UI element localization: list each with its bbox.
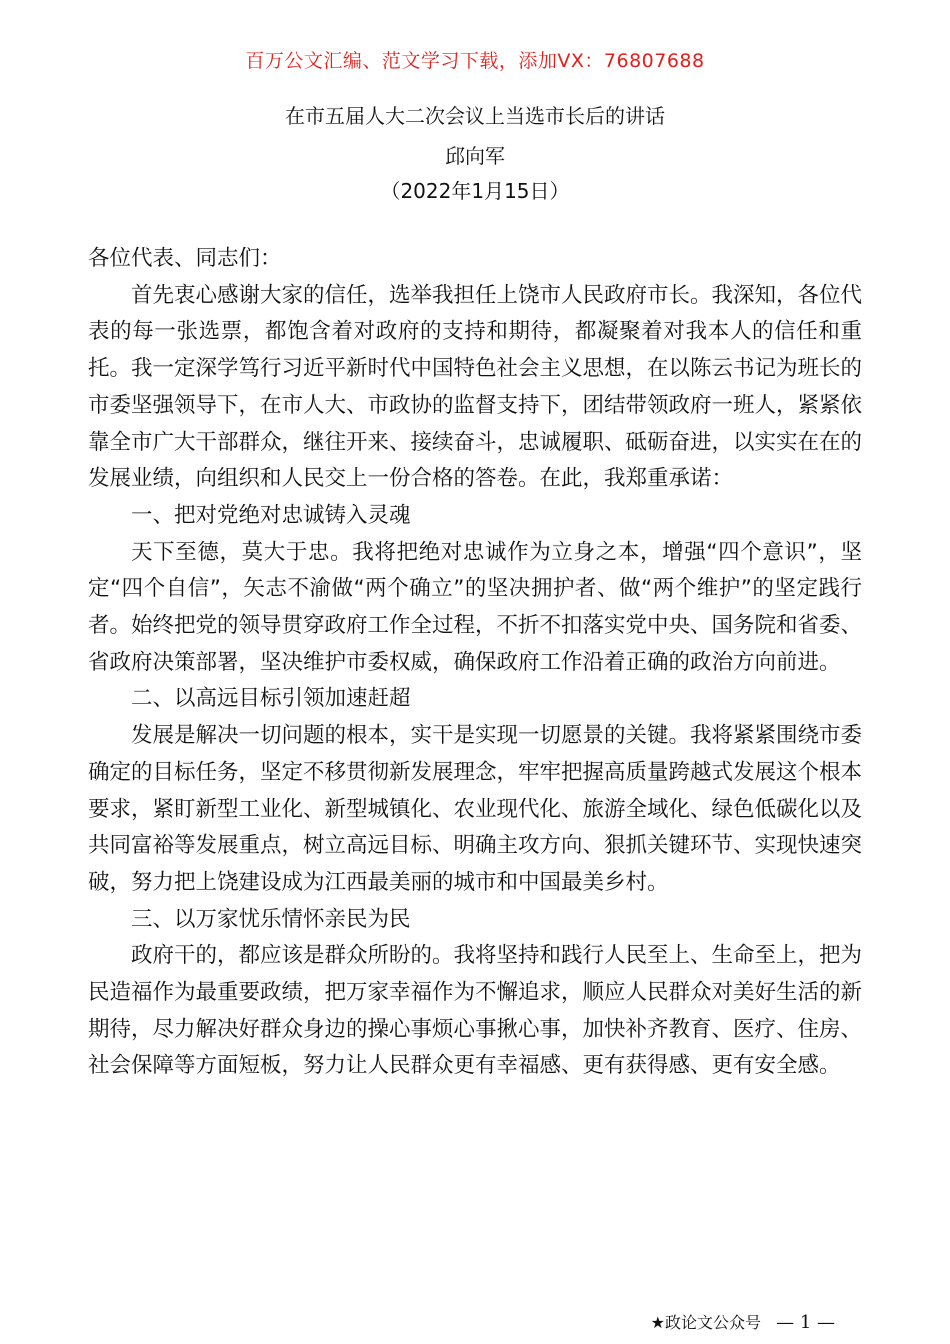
document-author: 邱向军 — [445, 144, 505, 168]
document-title: 在市五届人大二次会议上当选市长后的讲话 — [285, 104, 665, 128]
intro-paragraph: 首先衷心感谢大家的信任，选举我担任上饶市人民政府市长。我深知，各位代表的每一张选票，都饱含着对政府的支持和期待，都凝聚着对我本人的信任和重托。我一定深学笃行习近平新时代中国特色社会主义思想，在以陈云书记为班长的市委坚强领导下，在市人大、市政协的监督支持下，团结带领政府一班人，紧紧依靠全市广大干部群众，继往开来、接续奋斗，忠诚履职、砥砺奋进，以实实在在的发展业绩，向组织和人民交上一份合格的答卷。在此，我郑重承诺： — [88, 282, 863, 492]
page-footer — [651, 1310, 835, 1333]
section-2-heading: 二、以高远目标引领加速赶超 — [131, 686, 411, 712]
section-3-paragraph: 政府干的，都应该是群众所盼的。我将坚持和践行人民至上、生命至上，把为民造福作为最重要政绩，把万家幸福作为不懈追求，顺应人民群众对美好生活的新期待，尽力解决好群众身边的操心事烦心事揪心事，加快补齐教育、医疗、住房、社会保障等方面短板，努力让人民群众更有幸福感、更有获得感、更有安全感。 — [88, 943, 863, 1079]
greeting: 各位代表、同志们： — [88, 246, 282, 271]
document-date: （2022年1月15日） — [380, 179, 570, 203]
footer-source: ★政论文公众号 — [650, 1313, 761, 1332]
page-number: — 1 — — [776, 1312, 835, 1333]
section-2-paragraph: 发展是解决一切问题的根本，实干是实现一切愿景的关键。我将紧紧围绕市委确定的目标任务，坚定不移贯彻新发展理念，牢牢把握高质量跨越式发展这个根本要求，紧盯新型工业化、新型城镇化、农业现代化、旅游全域化、绿色低碳化以及共同富裕等发展重点，树立高远目标、明确主攻方向、狠抓关键环节、实现快速突破，努力把上饶建设成为江西最美丽的城市和中国最美乡村。 — [88, 723, 863, 895]
section-1-paragraph: 天下至德，莫大于忠。我将把绝对忠诚作为立身之本，增强“四个意识”，坚定“四个自信”，矢志不渝做“两个确立”的坚决拥护者、做“两个维护”的坚定践行者。始终把党的领导贯穿政府工作全过程，不折不扣落实党中央、国务院和省委、省政府决策部署，坚决维护市委权威，确保政府工作沿着正确的政治方向前进。 — [88, 539, 863, 675]
header-note: 百万公文汇编、范文学习下载，添加VX：76807688 — [245, 50, 705, 72]
section-1-heading: 一、把对党绝对忠诚铸入灵魂 — [131, 502, 411, 528]
section-3-heading: 三、以万家忧乐情怀亲民为民 — [131, 906, 411, 932]
document-body — [88, 241, 862, 1085]
